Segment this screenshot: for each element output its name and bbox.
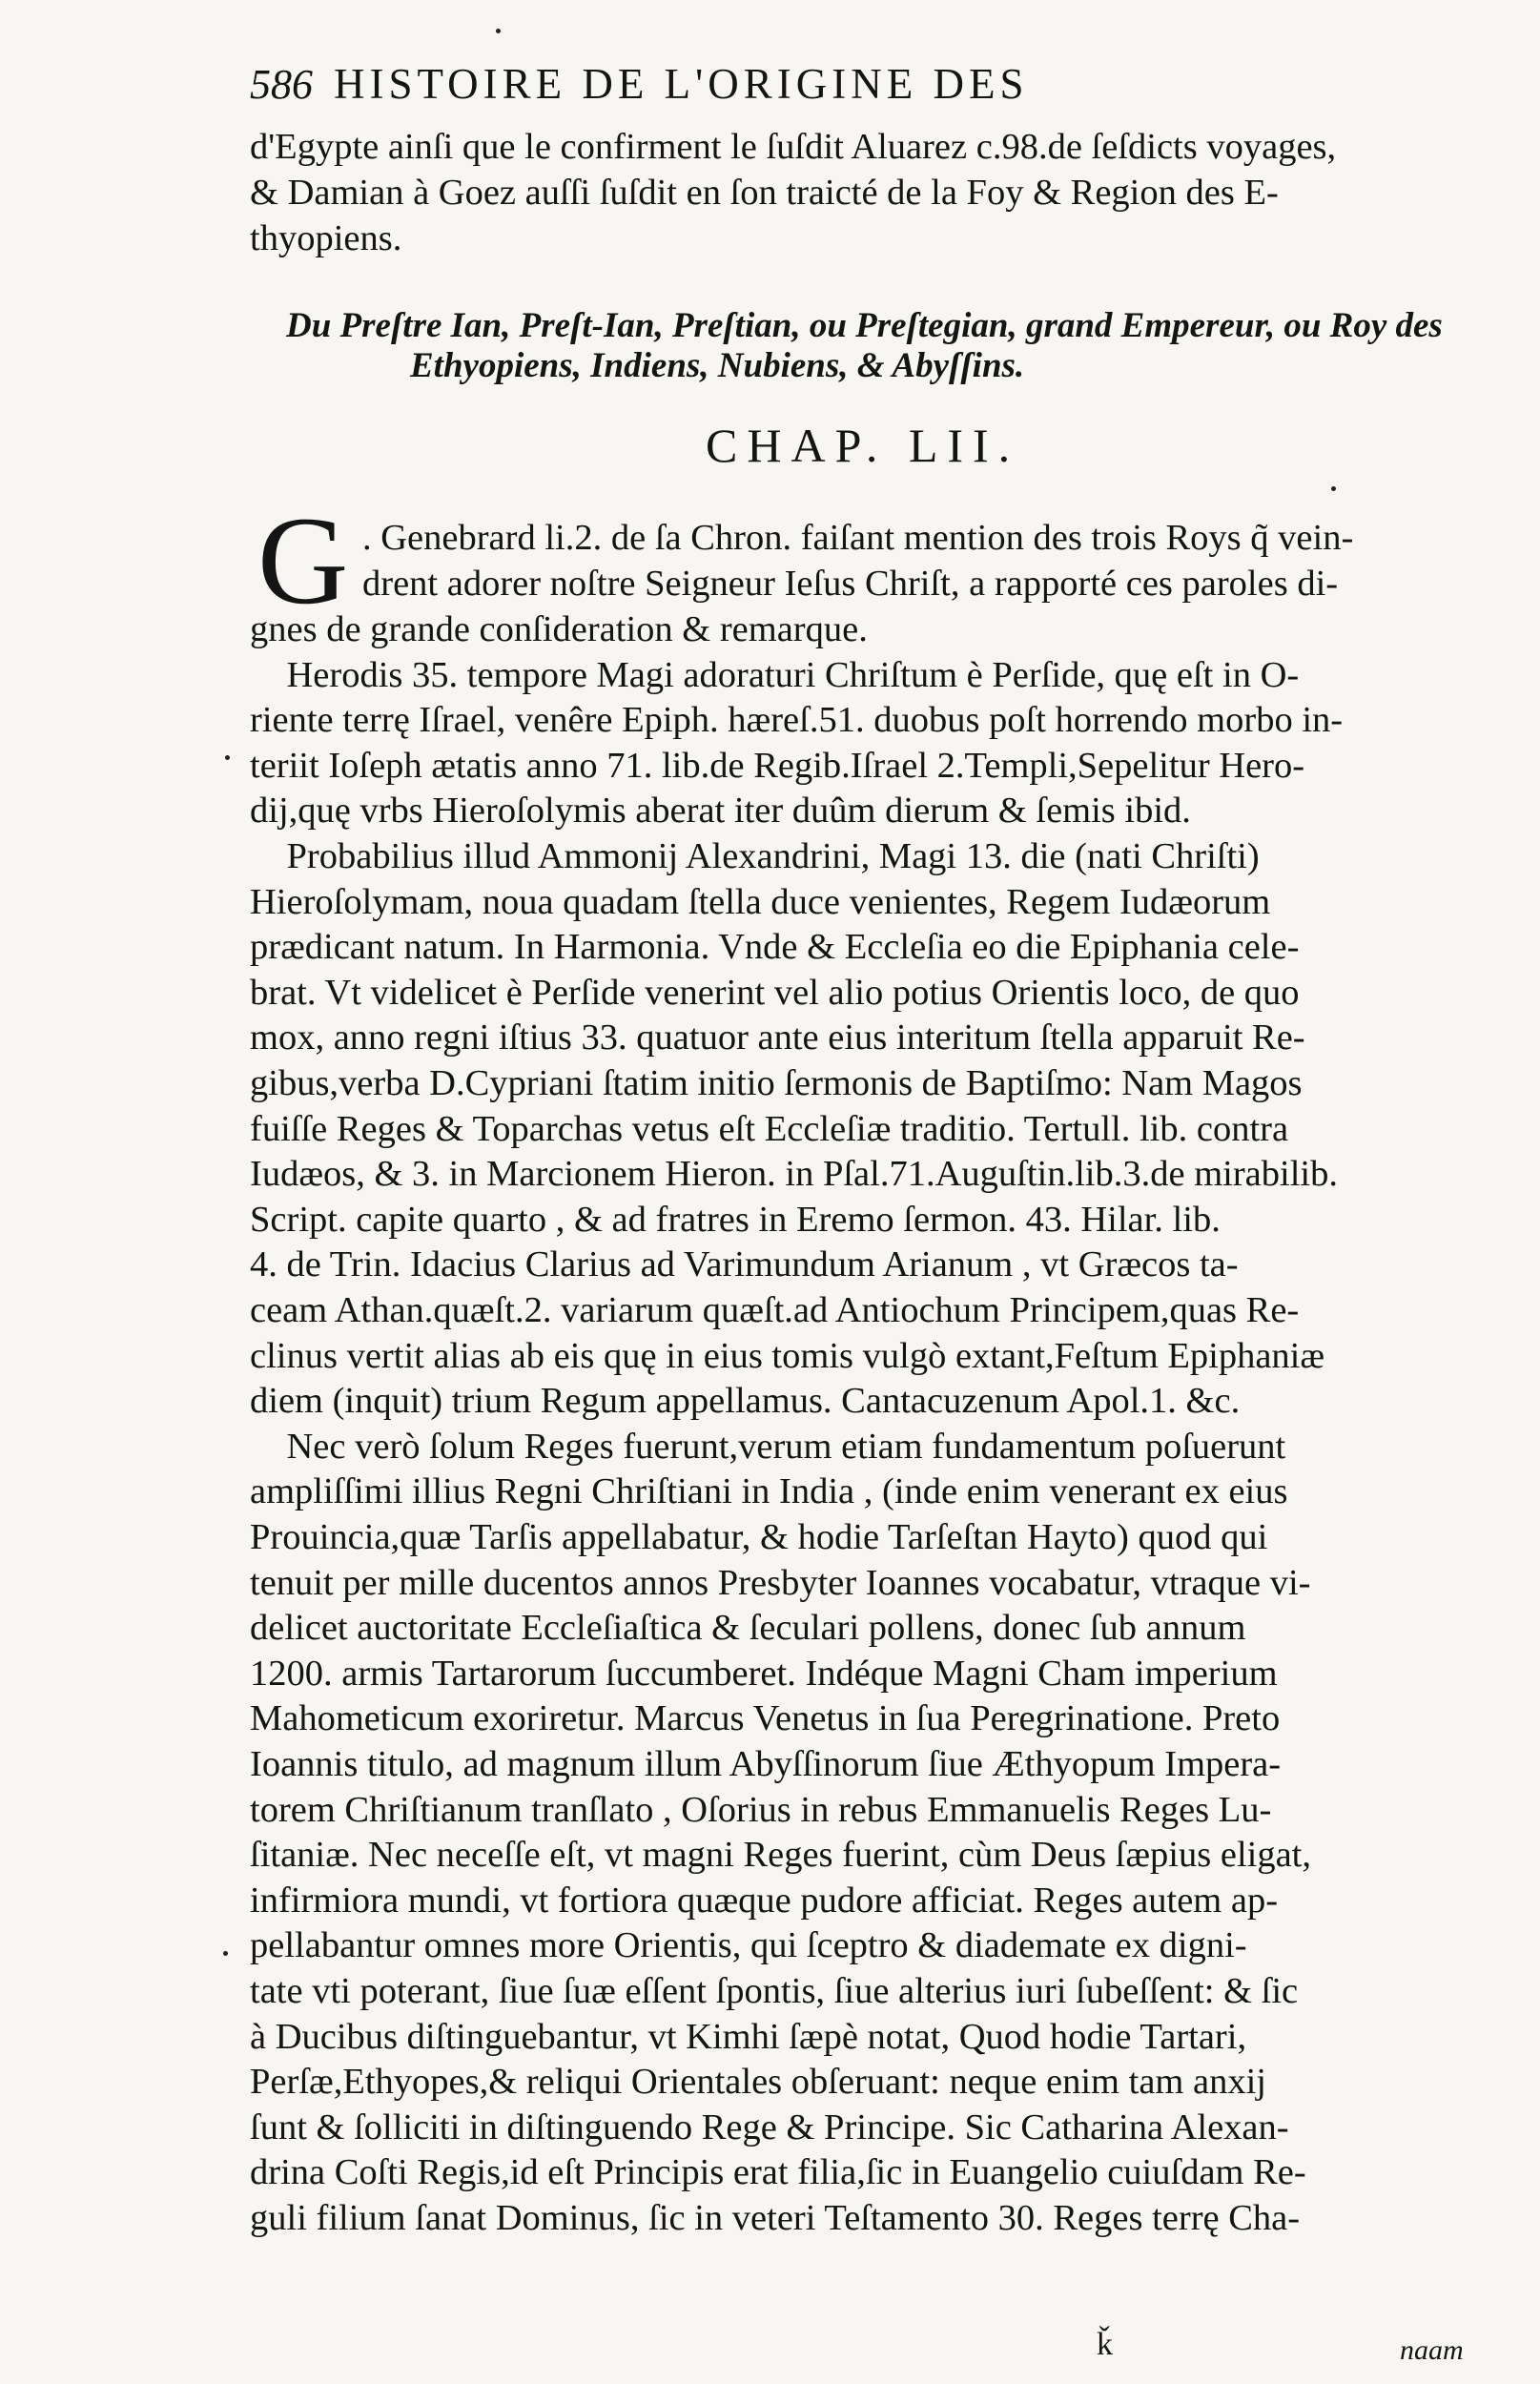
opening-line-1: . Genebrard li.2. de ſa Chron. faiſant mention des trois Roys q̃ vein- xyxy=(362,518,1354,558)
body-line: Probabilius illud Ammonij Alexandrini, Magi 13. die (nati Chriſti) xyxy=(250,836,1260,876)
body-line: 1200. armis Tartarorum ſuccumberet. Indéque Magni Cham imperium xyxy=(250,1654,1278,1694)
body-line: prædicant natum. In Harmonia. Vnde & Eccleſia eo die Epiphania cele- xyxy=(250,927,1300,967)
body-line: mox, anno regni iſtius 33. quatuor ante eius interitum ſtella apparuit Re- xyxy=(250,1017,1305,1058)
footer-mark: ǩ xyxy=(1097,2327,1113,2362)
body-line: clinus vertit alias ab eis quę in eius tomis vulgò extant,Feſtum Epiphaniæ xyxy=(250,1336,1325,1376)
ink-speck xyxy=(1331,486,1336,491)
body-line: fuiſſe Reges & Toparchas vetus eſt Eccleſiæ traditio. Tertull. lib. contra xyxy=(250,1109,1289,1149)
body-line: Mahometicum exoriretur. Marcus Venetus in ſua Peregrinatione. Preto xyxy=(250,1698,1281,1738)
body-line: Hieroſolymam, noua quadam ſtella duce venientes, Regem Iudæorum xyxy=(250,882,1271,922)
body-line: torem Chriſtianum tranſlato , Oſorius in rebus Emmanuelis Reges Lu- xyxy=(250,1790,1272,1830)
chapter-heading: CHAP. LII. xyxy=(706,419,1020,472)
body-line: tenuit per mille ducentos annos Presbyter Ioannes vocabatur, vtraque vi- xyxy=(250,1563,1311,1603)
body-line: à Ducibus diſtinguebantur, vt Kimhi ſæpè notat, Quod hodie Tartari, xyxy=(250,2017,1247,2057)
ink-speck xyxy=(225,755,230,760)
body-line: Perſæ,Ethyopes,& reliqui Orientales obſeruant: neque enim tam anxij xyxy=(250,2062,1266,2102)
body-line: drina Coſti Regis,id eſt Principis erat filia,ſic in Euangelio cuiuſdam Re- xyxy=(250,2152,1306,2192)
body-line: infirmiora mundi, vt fortiora quæque pudore afficiat. Reges autem ap- xyxy=(250,1880,1279,1921)
body-line: gibus,verba D.Cypriani ſtatim initio ſermonis de Baptiſmo: Nam Magos xyxy=(250,1063,1303,1103)
body-line: tate vti poterant, ſiue ſuæ eſſent ſpontis, ſiue alterius iuri ſubeſſent: & ſic xyxy=(250,1971,1299,2011)
body-line: ampliſſimi illius Regni Chriſtiani in India , (inde enim venerant ex eius xyxy=(250,1471,1288,1511)
body-line: brat. Vt videlicet è Perſide venerint vel alio potius Orientis loco, de quo xyxy=(250,973,1300,1013)
body-line: pellabantur omnes more Orientis, qui ſceptro & diademate ex digni- xyxy=(250,1925,1247,1965)
body-line: Herodis 35. tempore Magi adoraturi Chriſtum è Perſide, quę eſt in O- xyxy=(250,655,1300,695)
body-line: guli filium ſanat Dominus, ſic in veteri Teſtamento 30. Reges terrę Cha- xyxy=(250,2198,1301,2238)
body-line: diem (inquit) trium Regum appellamus. Cantacuzenum Apol.1. &c. xyxy=(250,1381,1241,1421)
body-line: teriit Ioſeph ætatis anno 71. lib.de Regib.Iſrael 2.Templi,Sepelitur Hero- xyxy=(250,746,1305,786)
body-line: Ioannis titulo, ad magnum illum Abyſſinorum ſiue Æthyopum Impera- xyxy=(250,1744,1282,1784)
page-number: 586 xyxy=(250,61,313,108)
page-header xyxy=(250,59,1261,126)
opening-line-2: drent adorer noſtre Seigneur Ieſus Chriſt, a rapporté ces paroles di- xyxy=(362,564,1339,604)
drop-cap: G xyxy=(257,490,349,630)
body-line: ſitaniæ. Nec neceſſe eſt, vt magni Reges fuerint, cùm Deus ſæpius eligat, xyxy=(250,1835,1312,1875)
running-title: HISTOIRE DE L'ORIGINE DES xyxy=(334,60,1029,108)
body-line: Script. capite quarto , & ad fratres in Eremo ſermon. 43. Hilar. lib. xyxy=(250,1200,1221,1240)
body-line: dij,quę vrbs Hieroſolymis aberat iter duûm dierum & ſemis ibid. xyxy=(250,791,1191,831)
body-line: ſunt & ſolliciti in diſtinguendo Rege & Principe. Sic Catharina Alexan- xyxy=(250,2107,1289,2148)
intro-line: d'Egypte ainſi que le confirment le ſuſdit Aluarez c.98.de ſeſdicts voyages, xyxy=(250,127,1337,167)
intro-line: thyopiens. xyxy=(250,218,402,258)
intro-line: & Damian à Goez auſſi ſuſdit en ſon traicté de la Foy & Region des E- xyxy=(250,173,1279,213)
body-line: 4. de Trin. Idacius Clarius ad Varimundum Arianum , vt Græcos ta- xyxy=(250,1244,1239,1284)
body-line: Prouincia,quæ Tarſis appellabatur, & hodie Tarſeſtan Hayto) quod qui xyxy=(250,1517,1268,1557)
catchword: naam xyxy=(1400,2334,1464,2366)
ink-speck xyxy=(223,1951,228,1956)
chapter-subtitle-line-1: Du Preſtre Ian, Preſt-Ian, Preſtian, ou Preſtegian, grand Empereur, ou Roy des xyxy=(286,306,1443,345)
body-line: Iudæos, & 3. in Marcionem Hieron. in Pſal.71.Auguſtin.lib.3.de mirabilib. xyxy=(250,1154,1338,1194)
ink-speck xyxy=(496,29,501,33)
body-line: ceam Athan.quæſt.2. variarum quæſt.ad Antiochum Principem,quas Re- xyxy=(250,1290,1300,1330)
body-line: gnes de grande conſideration & remarque. xyxy=(250,609,868,649)
body-line: delicet auctoritate Eccleſiaſtica & ſeculari pollens, donec ſub annum xyxy=(250,1608,1246,1648)
chapter-subtitle-line-2: Ethyopiens, Indiens, Nubiens, & Abyſſins. xyxy=(410,346,1025,385)
body-line: Nec verò ſolum Reges fuerunt,verum etiam fundamentum poſuerunt xyxy=(250,1427,1286,1467)
body-line: riente terrę Iſrael, venêre Epiph. hæreſ.51. duobus poſt horrendo morbo in- xyxy=(250,700,1344,740)
